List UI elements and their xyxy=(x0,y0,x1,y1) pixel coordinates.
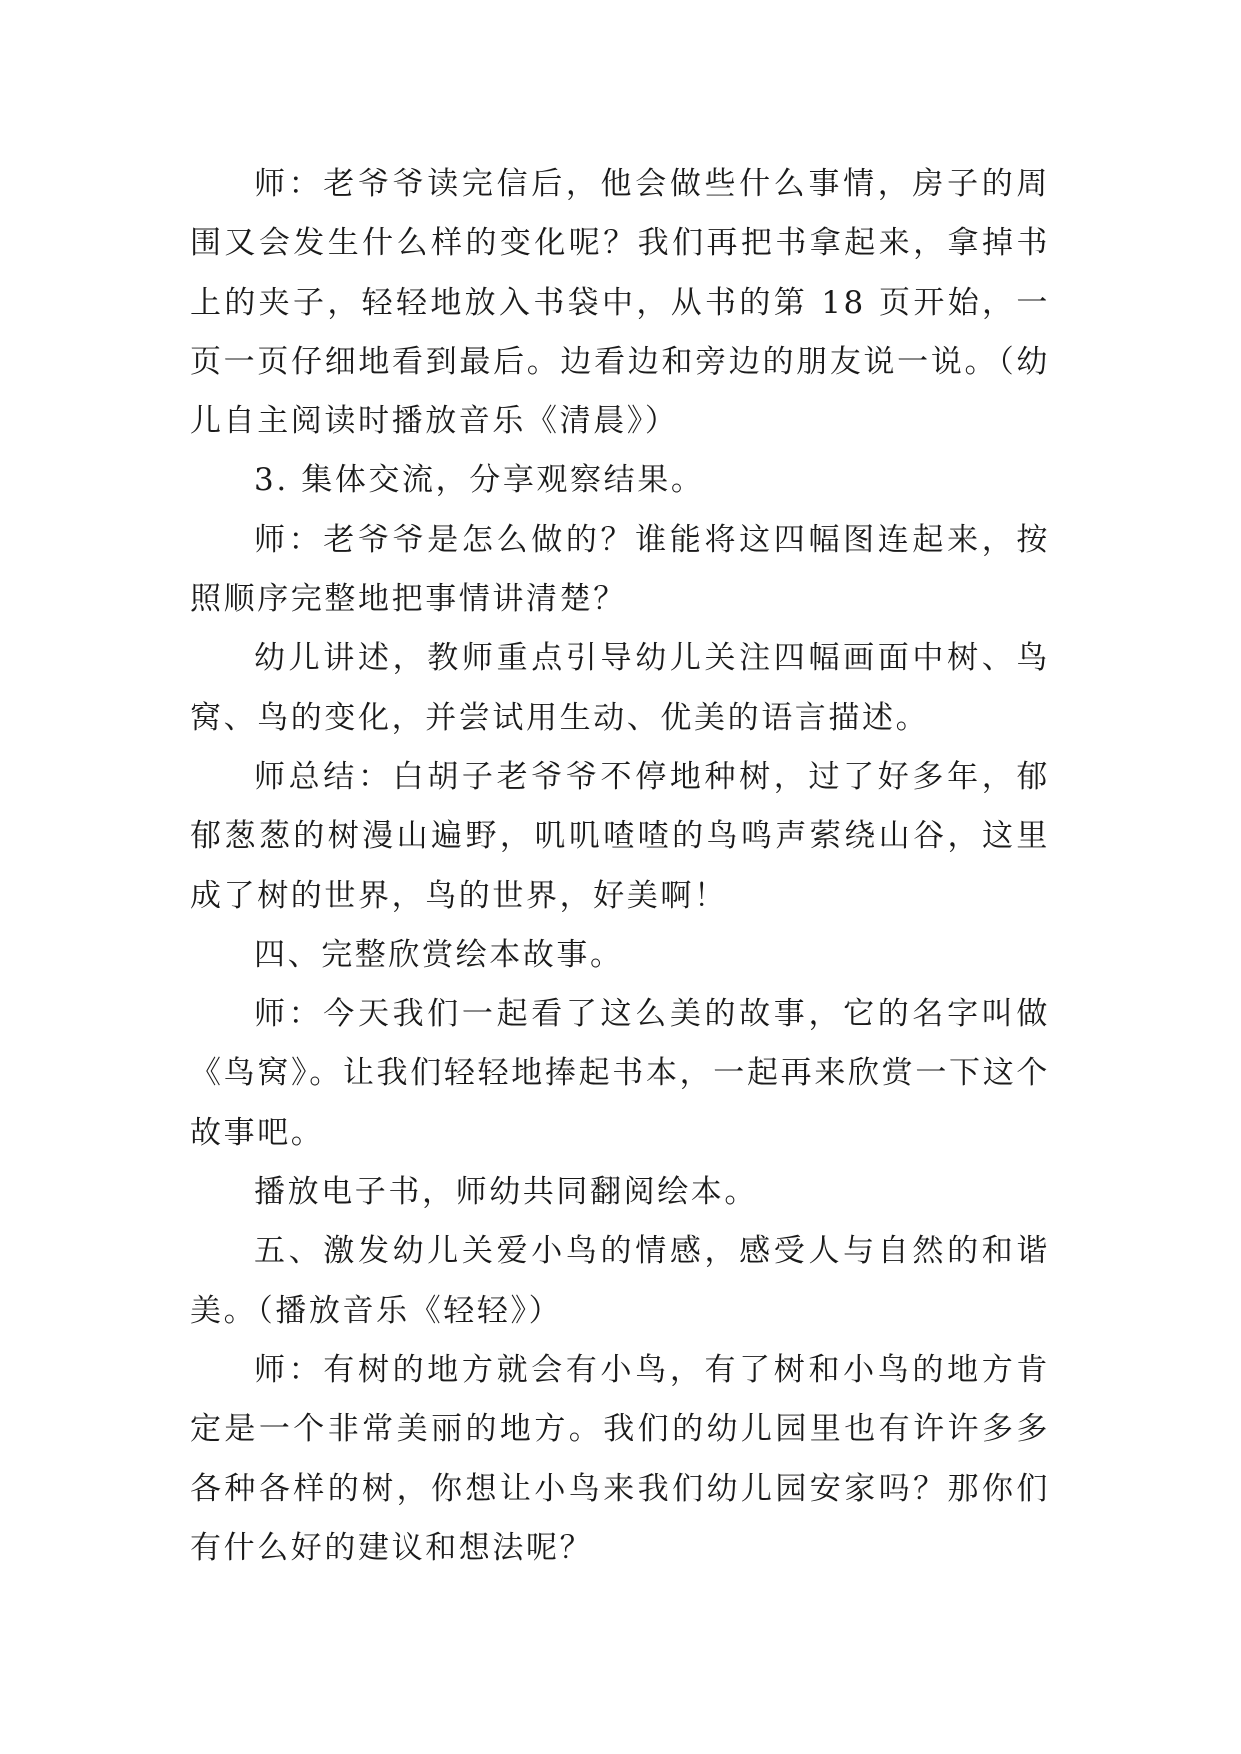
paragraph-section-4-heading: 四、完整欣赏绘本故事。 xyxy=(254,936,624,973)
paragraph-teacher-kindergarten-trees: 师：有树的地方就会有小鸟，有了树和小鸟的地方肯定是一个非常美丽的地方。我们的幼儿园里也有许许多多各种各样的树，你想让小鸟来我们幼儿园安家吗？那你们有什么好的建议和想法呢？ xyxy=(190,1351,1050,1566)
paragraph-teacher-question-after-letter: 师：老爷爷读完信后，他会做些什么事情，房子的周围又会发生什么样的变化呢？我们再把书拿起来，拿掉书上的夹子，轻轻地放入书袋中，从书的第 18 页开始，一页一页仔细地看到最后。边看边和旁边的朋友说一说。（幼儿自主阅读时播放音乐《清晨》） xyxy=(190,166,1050,440)
document-body xyxy=(190,155,1050,1578)
paragraph-teacher-story-title: 师：今天我们一起看了这么美的故事，它的名字叫做《鸟窝》。让我们轻轻地捧起书本，一起再来欣赏一下这个故事吧。 xyxy=(190,996,1050,1151)
paragraph-children-narrate: 幼儿讲述，教师重点引导幼儿关注四幅画面中树、鸟窝、鸟的变化，并尝试用生动、优美的语言描述。 xyxy=(190,640,1050,736)
paragraph-play-ebook: 播放电子书，师幼共同翻阅绘本。 xyxy=(254,1174,758,1211)
paragraph-teacher-summary: 师总结：白胡子老爷爷不停地种树，过了好多年，郁郁葱葱的树漫山遍野，叽叽喳喳的鸟鸣声萦绕山谷，这里成了树的世界，鸟的世界，好美啊！ xyxy=(190,758,1050,914)
paragraph-step-3-heading: 3. 集体交流，分享观察结果。 xyxy=(254,462,705,499)
paragraph-teacher-question-four-pictures: 师：老爷爷是怎么做的？谁能将这四幅图连起来，按照顺序完整地把事情讲清楚？ xyxy=(190,521,1050,618)
paragraph-section-5-heading: 五、激发幼儿关爱小鸟的情感，感受人与自然的和谐美。（播放音乐《轻轻》） xyxy=(190,1233,1050,1329)
